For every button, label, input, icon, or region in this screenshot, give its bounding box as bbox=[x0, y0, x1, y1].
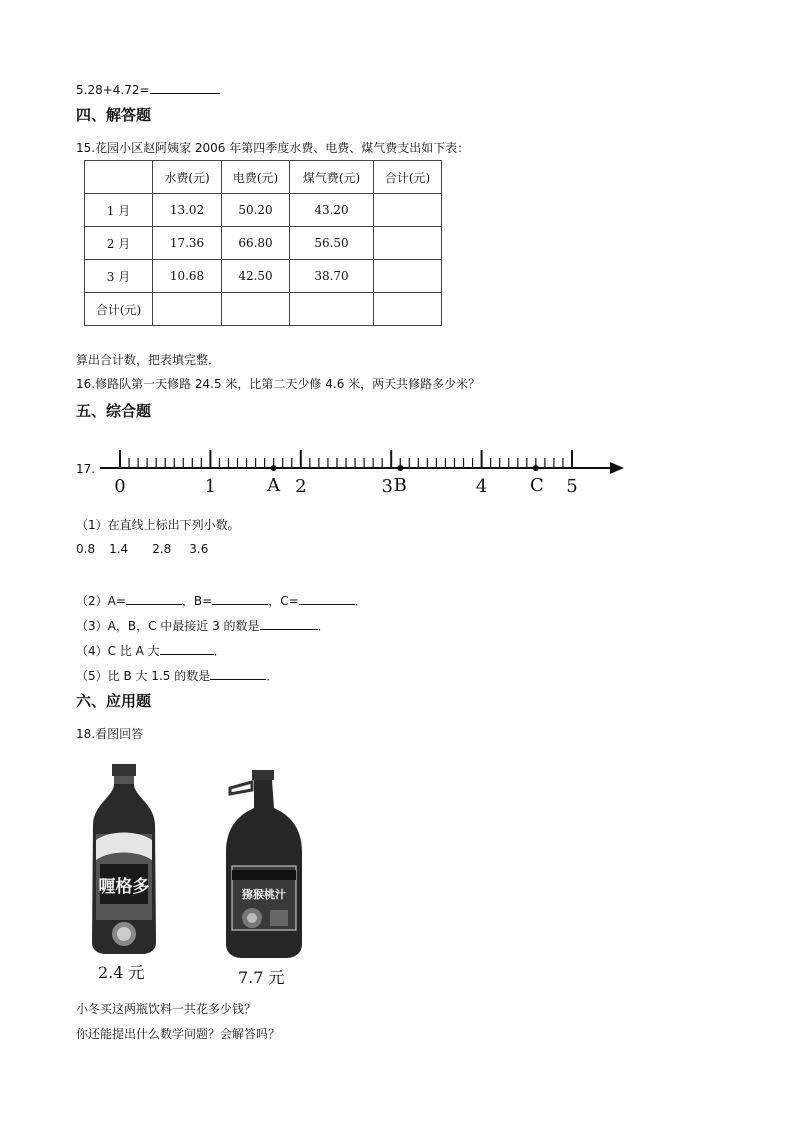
table-cell-blank[interactable] bbox=[222, 293, 290, 326]
point-marker-a bbox=[271, 465, 277, 471]
kiwi-juice-bottle-image bbox=[222, 768, 306, 962]
decimal-list bbox=[76, 542, 208, 556]
part-2-prefix-c: ，C= bbox=[268, 594, 299, 608]
number-line bbox=[0, 440, 794, 500]
question-17-part-2 bbox=[76, 592, 367, 609]
table-cell-blank[interactable] bbox=[374, 194, 442, 227]
tick-label: 3 bbox=[381, 476, 393, 497]
point-label-c: C bbox=[529, 475, 544, 496]
tick-label: 5 bbox=[566, 476, 578, 497]
table-cell: 3 月 bbox=[85, 260, 153, 293]
table-row bbox=[85, 293, 442, 326]
question-15-instruction: 算出合计数，把表填完整． bbox=[76, 353, 221, 367]
table-row bbox=[85, 194, 442, 227]
question-18-title: 18.看图回答 bbox=[76, 727, 144, 741]
bottle-1-label: 喱格多 bbox=[98, 877, 150, 897]
table-cell: 42.50 bbox=[222, 260, 290, 293]
tick-label: 1 bbox=[204, 476, 217, 497]
table-header-cell: 水费(元) bbox=[153, 161, 222, 194]
table-cell: 43.20 bbox=[290, 194, 374, 227]
table-cell-blank[interactable] bbox=[374, 227, 442, 260]
part-2-prefix-a: （2）A= bbox=[76, 594, 126, 608]
table-cell: 56.50 bbox=[290, 227, 374, 260]
question-15-text: 15.花园小区赵阿姨家 2006 年第四季度水费、电费、煤气费支出如下表： bbox=[76, 141, 470, 155]
tick-label: 4 bbox=[475, 476, 488, 497]
table-cell-blank[interactable] bbox=[374, 260, 442, 293]
part-5-text: （5）比 B 大 1.5 的数是 bbox=[76, 669, 211, 683]
table-header-cell: 电费(元) bbox=[222, 161, 290, 194]
table-header-cell bbox=[85, 161, 153, 194]
fee-table bbox=[84, 160, 442, 326]
section-title-4: 四、解答题 bbox=[76, 106, 152, 124]
part-5-end: ． bbox=[266, 669, 279, 683]
tick-label: 0 bbox=[114, 476, 126, 497]
prev-expression: 5.28+4.72= bbox=[76, 83, 150, 97]
decimal-item: 1.4 bbox=[109, 542, 129, 556]
table-header-cell: 合计(元) bbox=[374, 161, 442, 194]
question-18-line-2: 你还能提出什么数学问题？会解答吗？ bbox=[76, 1027, 281, 1041]
table-cell: 17.36 bbox=[153, 227, 222, 260]
point-label-a: A bbox=[267, 475, 281, 496]
question-17-part-1: （1）在直线上标出下列小数。 bbox=[76, 518, 240, 532]
answer-blank[interactable] bbox=[150, 81, 220, 94]
question-18-line-1: 小冬买这两瓶饮料一共花多少钱？ bbox=[76, 1002, 257, 1016]
answer-blank[interactable] bbox=[260, 617, 318, 630]
table-cell: 50.20 bbox=[222, 194, 290, 227]
table-row bbox=[85, 227, 442, 260]
table-cell-blank[interactable] bbox=[153, 293, 222, 326]
answer-blank-c[interactable] bbox=[299, 592, 355, 605]
part-2-prefix-b: ，B= bbox=[181, 594, 213, 608]
table-cell: 13.02 bbox=[153, 194, 222, 227]
answer-blank-b[interactable] bbox=[212, 592, 268, 605]
section-title-6: 六、应用题 bbox=[76, 692, 152, 710]
table-cell: 合计(元) bbox=[85, 293, 153, 326]
part-3-end: ． bbox=[317, 619, 330, 633]
question-17-part-5 bbox=[76, 667, 278, 684]
point-marker-b bbox=[397, 465, 403, 471]
part-2-end: ． bbox=[354, 594, 367, 608]
tick-label: 2 bbox=[295, 476, 307, 497]
prev-question bbox=[76, 81, 220, 97]
question-17-label: 17. bbox=[76, 462, 96, 476]
table-cell: 10.68 bbox=[153, 260, 222, 293]
juice-bottle-image bbox=[84, 760, 164, 958]
question-16-text: 16.修路队第一天修路 24.5 米，比第二天少修 4.6 米，两天共修路多少米？ bbox=[76, 377, 481, 391]
table-cell-blank[interactable] bbox=[374, 293, 442, 326]
answer-blank[interactable] bbox=[160, 642, 214, 655]
decimal-item: 2.8 bbox=[152, 542, 172, 556]
part-4-end: ． bbox=[213, 644, 226, 658]
table-header-cell: 煤气费(元) bbox=[290, 161, 374, 194]
decimal-item: 3.6 bbox=[189, 542, 209, 556]
part-3-text: （3）A，B，C 中最接近 3 的数是 bbox=[76, 619, 260, 633]
part-4-text: （4）C 比 A 大 bbox=[76, 644, 160, 658]
question-17-part-4 bbox=[76, 642, 226, 659]
table-cell: 1 月 bbox=[85, 194, 153, 227]
table-cell: 2 月 bbox=[85, 227, 153, 260]
bottle-2-price: 7.7 元 bbox=[238, 968, 285, 987]
answer-blank[interactable] bbox=[210, 667, 266, 680]
table-cell-blank[interactable] bbox=[290, 293, 374, 326]
section-title-5: 五、综合题 bbox=[76, 402, 152, 420]
arrow-head-icon bbox=[610, 462, 624, 474]
bottle-2-label: 猕猴桃汁 bbox=[242, 888, 286, 901]
answer-blank-a[interactable] bbox=[126, 592, 182, 605]
table-header-row bbox=[85, 161, 442, 194]
bottle-1-price: 2.4 元 bbox=[98, 963, 145, 982]
table-cell: 66.80 bbox=[222, 227, 290, 260]
point-marker-c bbox=[533, 465, 539, 471]
question-17-part-3 bbox=[76, 617, 330, 634]
table-row bbox=[85, 260, 442, 293]
table-cell: 38.70 bbox=[290, 260, 374, 293]
point-label-b: B bbox=[393, 475, 407, 496]
decimal-item: 0.8 bbox=[76, 542, 96, 556]
